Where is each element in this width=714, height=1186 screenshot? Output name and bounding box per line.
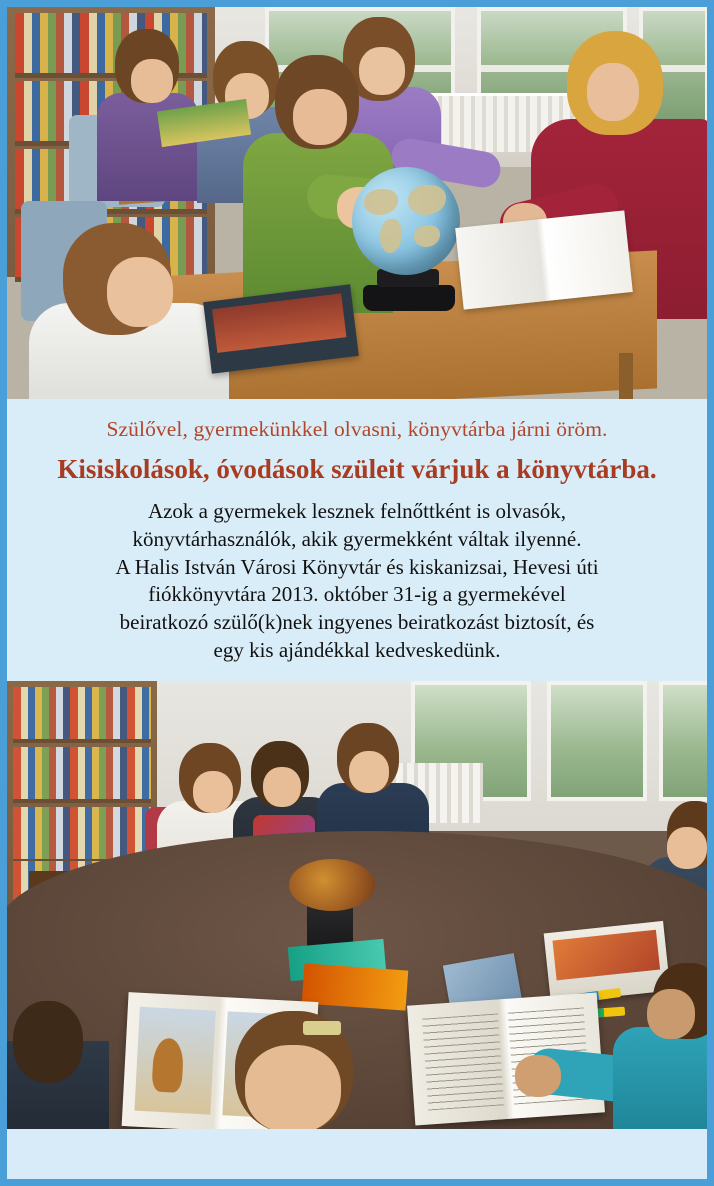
photo-library-table xyxy=(7,681,707,1129)
dried-flowers xyxy=(289,859,375,911)
child-face xyxy=(647,989,695,1039)
child-face xyxy=(667,827,707,869)
body-line: Azok a gyermekek lesznek felnőttként is olvasók, xyxy=(147,499,567,524)
child-body xyxy=(613,1027,707,1129)
book-row xyxy=(13,687,151,743)
child-face xyxy=(193,771,233,813)
child-head xyxy=(13,1001,83,1083)
tagline: Szülővel, gyermekünkkel olvasni, könyvtárba járni öröm. xyxy=(106,417,608,441)
text-panel xyxy=(7,399,707,681)
body-line: egy kis ajándékkal kedveskedünk. xyxy=(213,637,501,662)
child-face xyxy=(131,59,173,103)
text-lines xyxy=(422,1013,504,1110)
globe-stand xyxy=(363,285,455,311)
child-face xyxy=(245,1045,341,1129)
globe-icon xyxy=(352,167,460,275)
page-title xyxy=(25,453,689,486)
photo-library-globe xyxy=(7,7,707,399)
heading-line-1: Kisiskolások, óvodások szüleit xyxy=(57,453,405,484)
child-face xyxy=(107,257,173,327)
book-illustration xyxy=(212,293,346,353)
window xyxy=(659,681,707,801)
child-face xyxy=(349,751,389,793)
body-line: beiratkozó szülő(k)nek ingyenes beiratkozást biztosít, és xyxy=(119,610,595,635)
book-row xyxy=(13,747,151,803)
child-hand xyxy=(515,1055,561,1097)
child-face xyxy=(263,767,301,807)
body-line: A Halis István Városi Könyvtár és kiskanizsai, Hevesi úti xyxy=(115,554,599,579)
body-line: könyvtárhasználók, akik gyermekként váltak ilyenné. xyxy=(132,526,582,551)
body-line: fiókkönyvtára 2013. október 31-ig a gyermekével xyxy=(148,582,566,607)
adult-face xyxy=(587,63,639,121)
table-leg xyxy=(619,353,633,399)
child-face xyxy=(359,47,405,95)
heading-line-2: várjuk a könyvtárba. xyxy=(411,453,657,484)
window xyxy=(547,681,647,801)
body-text xyxy=(25,498,689,664)
hair-clip xyxy=(303,1021,341,1035)
child-face xyxy=(293,89,347,145)
book-cover xyxy=(552,929,660,980)
